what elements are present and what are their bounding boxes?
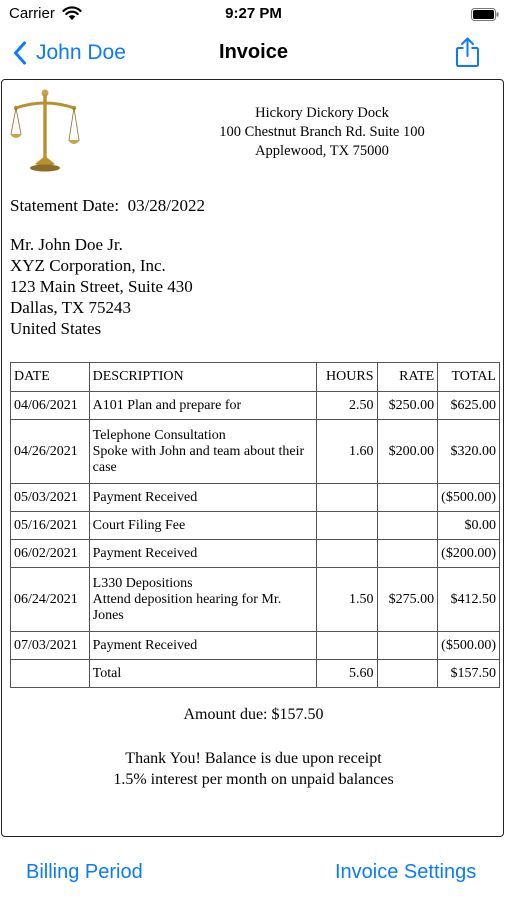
rate-cell: $250.00: [377, 392, 438, 420]
rate-cell: [377, 512, 438, 540]
column-header-description: DESCRIPTION: [89, 363, 316, 392]
thank-you-line: Thank You! Balance is due upon receipt: [125, 750, 382, 767]
invoice-table: [10, 362, 500, 688]
date-cell: 04/06/2021: [11, 392, 90, 420]
hours-cell: [316, 484, 377, 512]
invoice-document[interactable]: [1, 79, 504, 837]
statement-date: [10, 196, 205, 216]
total-cell: ($200.00): [438, 540, 500, 568]
total-cell: $320.00: [438, 420, 500, 484]
table-row: [11, 632, 500, 660]
description-cell: [89, 392, 316, 420]
invoice-settings-button[interactable]: Invoice Settings: [335, 861, 477, 883]
statement-date-label: Statement Date:: [10, 196, 120, 215]
table-header-row: [11, 363, 500, 392]
statement-date-value: 03/28/2022: [127, 196, 206, 215]
table-row: [11, 512, 500, 540]
description-cell: [89, 420, 316, 484]
hours-cell: 1.60: [316, 420, 377, 484]
total-cell: $412.50: [438, 568, 500, 632]
client-address-line: Mr. John Doe Jr.: [10, 235, 123, 254]
description-line: Attend deposition hearing for Mr. Jones: [92, 591, 282, 623]
status-bar: [0, 0, 507, 30]
column-header-date: DATE: [11, 363, 90, 392]
total-rate-blank: [377, 660, 438, 688]
hours-cell: 1.50: [316, 568, 377, 632]
hours-cell: 2.50: [316, 392, 377, 420]
description-line: Payment Received: [92, 489, 198, 505]
total-row: [11, 660, 500, 688]
thank-you-note: [2, 748, 505, 790]
date-cell: 05/03/2021: [11, 484, 90, 512]
back-button-label: John Doe: [36, 41, 126, 64]
total-amount: $157.50: [438, 660, 500, 688]
battery-icon: [471, 8, 499, 21]
total-label: Total: [89, 660, 316, 688]
client-address-line: Dallas, TX 75243: [10, 298, 132, 317]
share-icon[interactable]: [455, 36, 480, 68]
date-cell: 06/24/2021: [11, 568, 90, 632]
client-address-line: 123 Main Street, Suite 430: [10, 277, 193, 296]
carrier-label: Carrier: [9, 5, 55, 22]
firm-city: Applewood, TX 75000: [255, 143, 389, 159]
hours-cell: [316, 540, 377, 568]
description-line: L330 Depositions: [92, 575, 193, 591]
client-address: [10, 234, 193, 339]
total-row-blank: [11, 660, 90, 688]
hours-cell: [316, 632, 377, 660]
billing-period-button[interactable]: Billing Period: [26, 861, 143, 883]
description-cell: [89, 484, 316, 512]
page-title: Invoice: [219, 41, 288, 63]
rate-cell: $200.00: [377, 420, 438, 484]
total-hours: 5.60: [316, 660, 377, 688]
rate-cell: [377, 540, 438, 568]
client-address-line: United States: [10, 319, 102, 338]
navigation-bar: [0, 30, 507, 76]
total-cell: ($500.00): [438, 484, 500, 512]
description-cell: [89, 568, 316, 632]
date-cell: 07/03/2021: [11, 632, 90, 660]
table-row: [11, 392, 500, 420]
column-header-total: TOTAL: [438, 363, 500, 392]
status-time: 9:27 PM: [225, 5, 282, 22]
total-cell: ($500.00): [438, 632, 500, 660]
interest-line: 1.5% interest per month on unpaid balances: [113, 771, 394, 788]
description-cell: [89, 632, 316, 660]
rate-cell: $275.00: [377, 568, 438, 632]
rate-cell: [377, 632, 438, 660]
total-cell: $625.00: [438, 392, 500, 420]
date-cell: 04/26/2021: [11, 420, 90, 484]
description-cell: [89, 540, 316, 568]
invoice-table-body: [11, 392, 500, 660]
table-row: [11, 420, 500, 484]
firm-header: [152, 104, 492, 161]
column-header-rate: RATE: [377, 363, 438, 392]
description-line: Telephone Consultation: [92, 427, 226, 443]
amount-due: Amount due: $157.50: [183, 706, 324, 723]
table-row: [11, 568, 500, 632]
date-cell: 06/02/2021: [11, 540, 90, 568]
column-header-hours: HOURS: [316, 363, 377, 392]
firm-street: 100 Chestnut Branch Rd. Suite 100: [219, 124, 425, 140]
scales-of-justice-logo: [10, 88, 80, 174]
date-cell: 05/16/2021: [11, 512, 90, 540]
description-line: Payment Received: [92, 637, 198, 653]
table-row: [11, 484, 500, 512]
rate-cell: [377, 484, 438, 512]
description-line: Court Filing Fee: [92, 517, 186, 533]
total-cell: $0.00: [438, 512, 500, 540]
hours-cell: [316, 512, 377, 540]
description-line: Payment Received: [92, 545, 198, 561]
table-row: [11, 540, 500, 568]
description-cell: [89, 512, 316, 540]
client-address-line: XYZ Corporation, Inc.: [10, 256, 166, 275]
description-line: Spoke with John and team about their case: [92, 443, 305, 475]
firm-name: Hickory Dickory Dock: [255, 105, 389, 121]
description-line: A101 Plan and prepare for: [92, 397, 242, 413]
